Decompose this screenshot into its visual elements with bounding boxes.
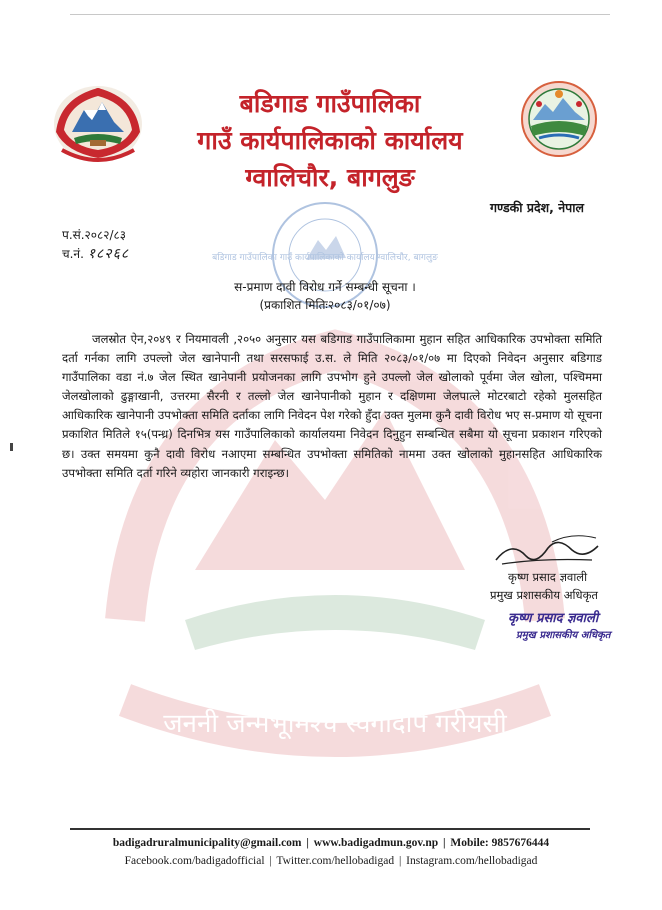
stamp-text: बडिगाड गाउँपालिका गाउँ कार्यपालिकाको कार्यालय ग्वालिचौर, बागलुङ — [212, 253, 438, 263]
footer-facebook[interactable]: Facebook.com/badigadofficial — [124, 855, 265, 867]
office-name: गाउँ कार्यपालिकाको कार्यालय — [197, 126, 463, 155]
footer-social-line — [40, 855, 622, 867]
footer-rule — [70, 828, 590, 830]
footer-contact-line — [40, 837, 622, 849]
dispatch-number: १८२६८ — [87, 246, 130, 262]
footer-twitter[interactable]: Twitter.com/hellobadigad — [276, 855, 395, 867]
footer-instagram[interactable]: Instagram.com/hellobadigad — [406, 855, 538, 867]
footer-separator: | — [306, 837, 309, 849]
title-stamp: प्रमुख प्रशासकीय अधिकृत — [516, 630, 611, 641]
notice-subject: स-प्रमाण दावी विरोध गर्ने सम्बन्धी सूचना । — [234, 280, 416, 294]
signatory-name: कृष्ण प्रसाद ज्ञवाली — [508, 570, 588, 584]
footer-separator: | — [269, 855, 272, 867]
signatory-title: प्रमुख प्रशासकीय अधिकृत — [490, 588, 598, 602]
province-label: गण्डकी प्रदेश, नेपाल — [490, 200, 584, 215]
top-rule — [70, 14, 610, 15]
municipality-name: बडिगाड गाउँपालिका — [239, 89, 421, 118]
footer-email[interactable]: badigadruralmunicipality@gmail.com — [112, 837, 302, 849]
signature-icon — [492, 530, 602, 570]
footer-website[interactable]: www.badigadmun.gov.np — [313, 837, 439, 849]
watermark-motto: जननी जन्मभूमिश्च स्वर्गादपि गरीयसी — [163, 709, 507, 739]
notice-body: जलस्रोत ऐन,२०४९ र नियमावली ,२०५० अनुसार यस बडिगाड गाउँपालिकामा मुहान सहित आधिकारिक उपभोक्ता समिति दर्ता गर्नका लागि उपल्लो जेल खानेपानी तथा सरसफाई उ.स. ले मिति २०८३/०१/०७ मा दिएको निवेदन अनुसार बडिगाड गाउँपालिका वडा नं.७ जेल स्थित खानेपानी प्रयोजनका लागि उपभोग हुने उपल्लो जेल खोलाको पूर्वमा जेल खोला, पश्चिममा जेलखोलाको ढुङ्गाखानी, उत्तरमा सैरनी र तल्लो जेल खानेपानीको मुहान र दक्षिणमा जेलपात्ले मोटरबाटो रहेको मुलसहित आधिकारिक खानेपानी उपभोक्ता समिति दर्ताका लागि निवेदन पेश गरेको हुँदा उक्त मुलमा कुनै दावी विरोध भए स-प्रमाण यो सूचना प्रकाशित मितिले १५(पन्ध्र) दिनभित्र यस गाउँपालिकाको कार्यालयमा निवेदन दिनुहुन सम्बन्धित सबैमा यो सूचना प्रकाशन गरिएको छ। उक्त समयमा कुनै दावी विरोध नआएमा सम्बन्धित उपभोक्ता समितिको नाममा उक्त खोलाको मुहानसहित आधिकारिक उपभोक्ता समिति दर्ता गरिने व्यहोरा जानकारी गराइन्छ। — [62, 332, 602, 480]
margin-mark — [10, 443, 13, 451]
name-stamp: कृष्ण प्रसाद ज्ञवाली — [508, 611, 599, 626]
footer-mobile: Mobile: 9857676444 — [450, 837, 550, 849]
footer-separator: | — [443, 837, 446, 849]
dispatch-label: च.नं. — [62, 247, 84, 261]
municipality-logo-icon — [519, 80, 599, 158]
notice-published-date: (प्रकाशित मितिः२०८३/०१/०७) — [259, 298, 391, 312]
footer-separator: | — [398, 855, 402, 867]
nepal-emblem-icon — [50, 80, 146, 166]
dispatch-number-row — [62, 244, 129, 263]
letter-number: प.सं.२०८२/८३ — [62, 228, 127, 242]
office-address: ग्वालिचौर, बागलुङ — [245, 163, 415, 192]
